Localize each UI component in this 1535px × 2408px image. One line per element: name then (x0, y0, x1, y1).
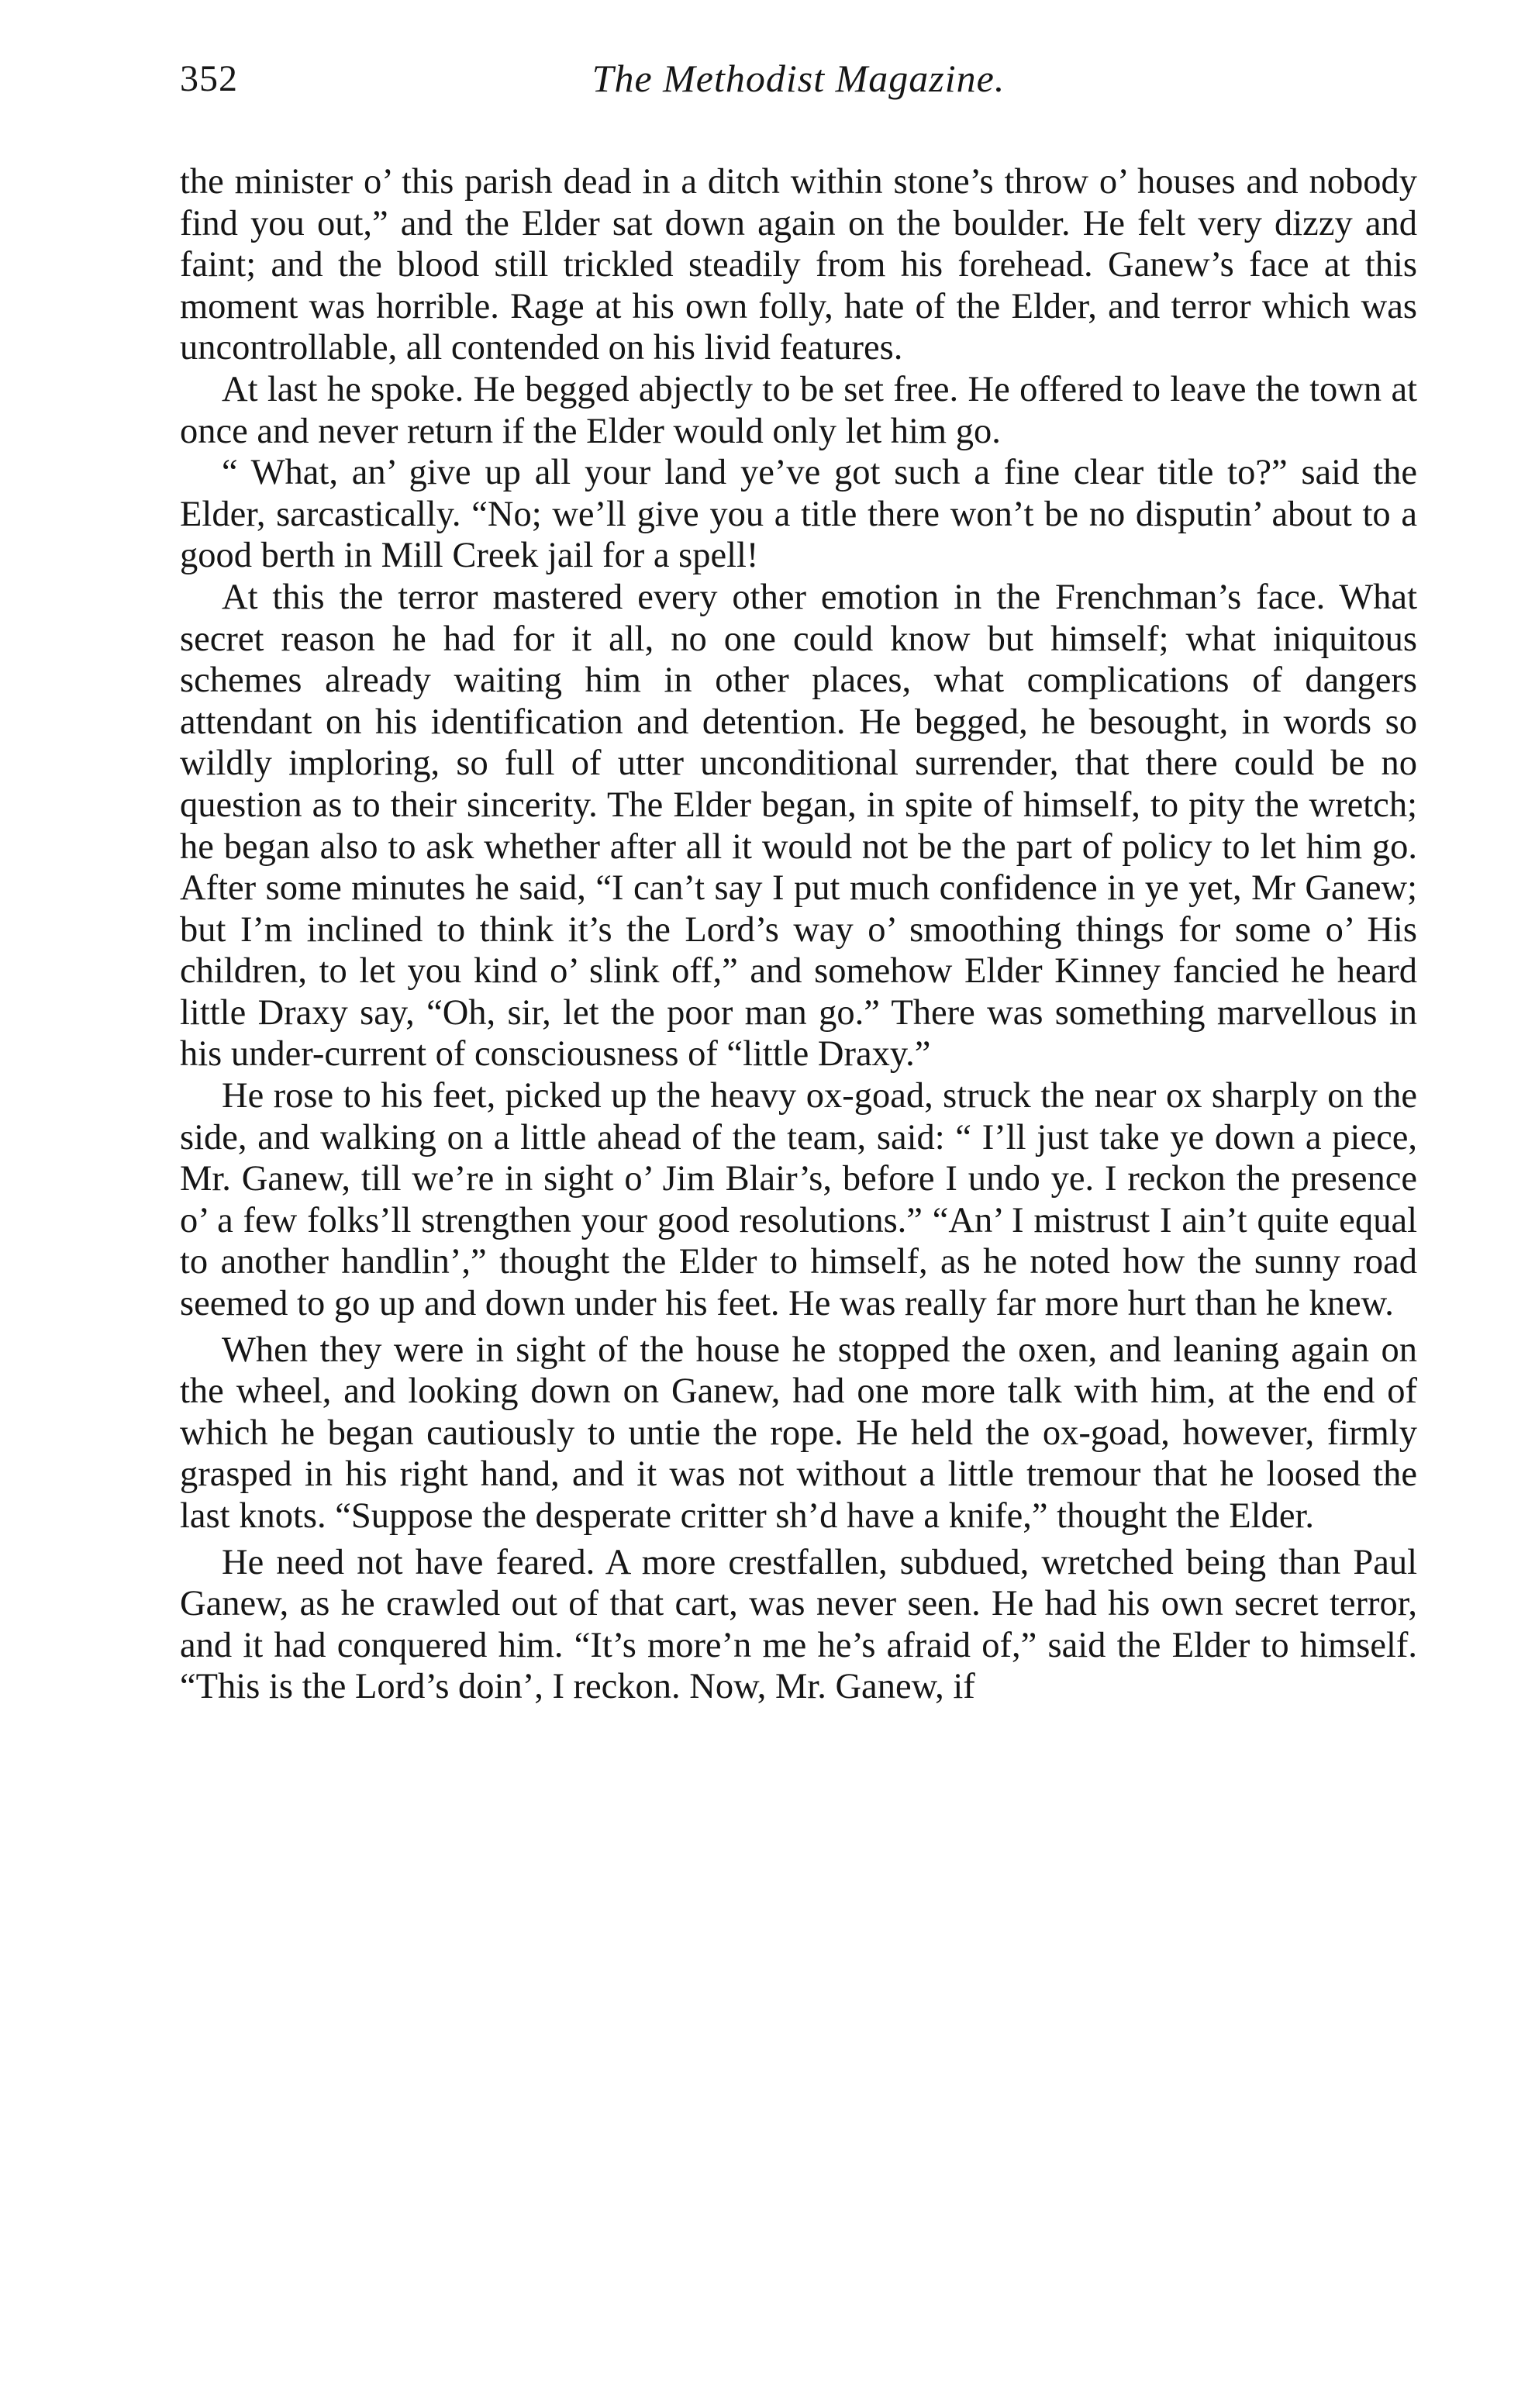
page-number: 352 (180, 58, 238, 99)
article-body (180, 161, 1417, 1708)
running-head (180, 47, 1417, 112)
paragraph-4: At this the terror mastered every other emotion in the Frenchman’s face. What secret reason he had for it all, no one could know but himself; what iniquitous schemes already waiting him in other places, what complications of dangers attendant on his identification and detention. He begged, he besought, in words so wildly imploring, so full of utter unconditional surrender, that there could be no question as to their sincerity. The Elder began, in spite of himself, to pity the wretch; he began also to ask whether after all it would not be the part of policy to let him go. After some minutes he said, “I can’t say I put much confidence in ye yet, Mr Ganew; but I’m inclined to think it’s the Lord’s way o’ smoothing things for some o’ His children, to let you kind o’ slink off,” and somehow Elder Kinney fancied he heard little Draxy say, “Oh, sir, let the poor man go.” There was something marvellous in his under-current of consciousness of “little Draxy.” (180, 577, 1417, 1075)
paragraph-2: At last he spoke. He begged abjectly to be set free. He offered to leave the town at once and never return if the Elder would only let him go. (180, 369, 1417, 451)
journal-title: The Methodist Magazine. (592, 57, 1006, 100)
paragraph-7: He need not have feared. A more crestfallen, subdued, wretched being than Paul Ganew, as he crawled out of that cart, was never seen. He had his own secret terror, and it had conquered him. “It’s more’n me he’s afraid of,” said the Elder to himself. “This is the Lord’s doin’, I reckon. Now, Mr. Ganew, if (180, 1542, 1417, 1707)
magazine-page (180, 47, 1417, 1708)
paragraph-1: the minister o’ this parish dead in a ditch within stone’s throw o’ houses and nobody find you out,” and the Elder sat down again on the boulder. He felt very dizzy and faint; and the blood still trickled steadily from his forehead. Ganew’s face at this moment was horrible. Rage at his own folly, hate of the Elder, and terror which was uncontrollable, all contended on his livid features. (180, 162, 1417, 368)
paragraph-6: When they were in sight of the house he stopped the oxen, and leaning again on the wheel, and looking down on Ganew, had one more talk with him, at the end of which he began cautiously to untie the rope. He held the ox-goad, however, firmly grasped in his right hand, and it was not without a little tremour that he loosed the last knots. “Suppose the desperate critter sh’d have a knife,” thought the Elder. (180, 1330, 1417, 1536)
paragraph-5: He rose to his feet, picked up the heavy ox-goad, struck the near ox sharply on the side, and walking on a little ahead of the team, said: “ I’ll just take ye down a piece, Mr. Ganew, till we’re in sight o’ Jim Blair’s, before I undo ye. I reckon the presence o’ a few folks’ll strengthen your good resolutions.” “An’ I mistrust I ain’t quite equal to another handlin’,” thought the Elder to himself, as he noted how the sunny road seemed to go up and down under his feet. He was really far more hurt than he knew. (180, 1076, 1417, 1324)
paragraph-3: “ What, an’ give up all your land ye’ve got such a fine clear title to?” said the Elder, sarcastically. “No; we’ll give you a title there won’t be no disputin’ about to a good berth in Mill Creek jail for a spell! (180, 453, 1417, 576)
